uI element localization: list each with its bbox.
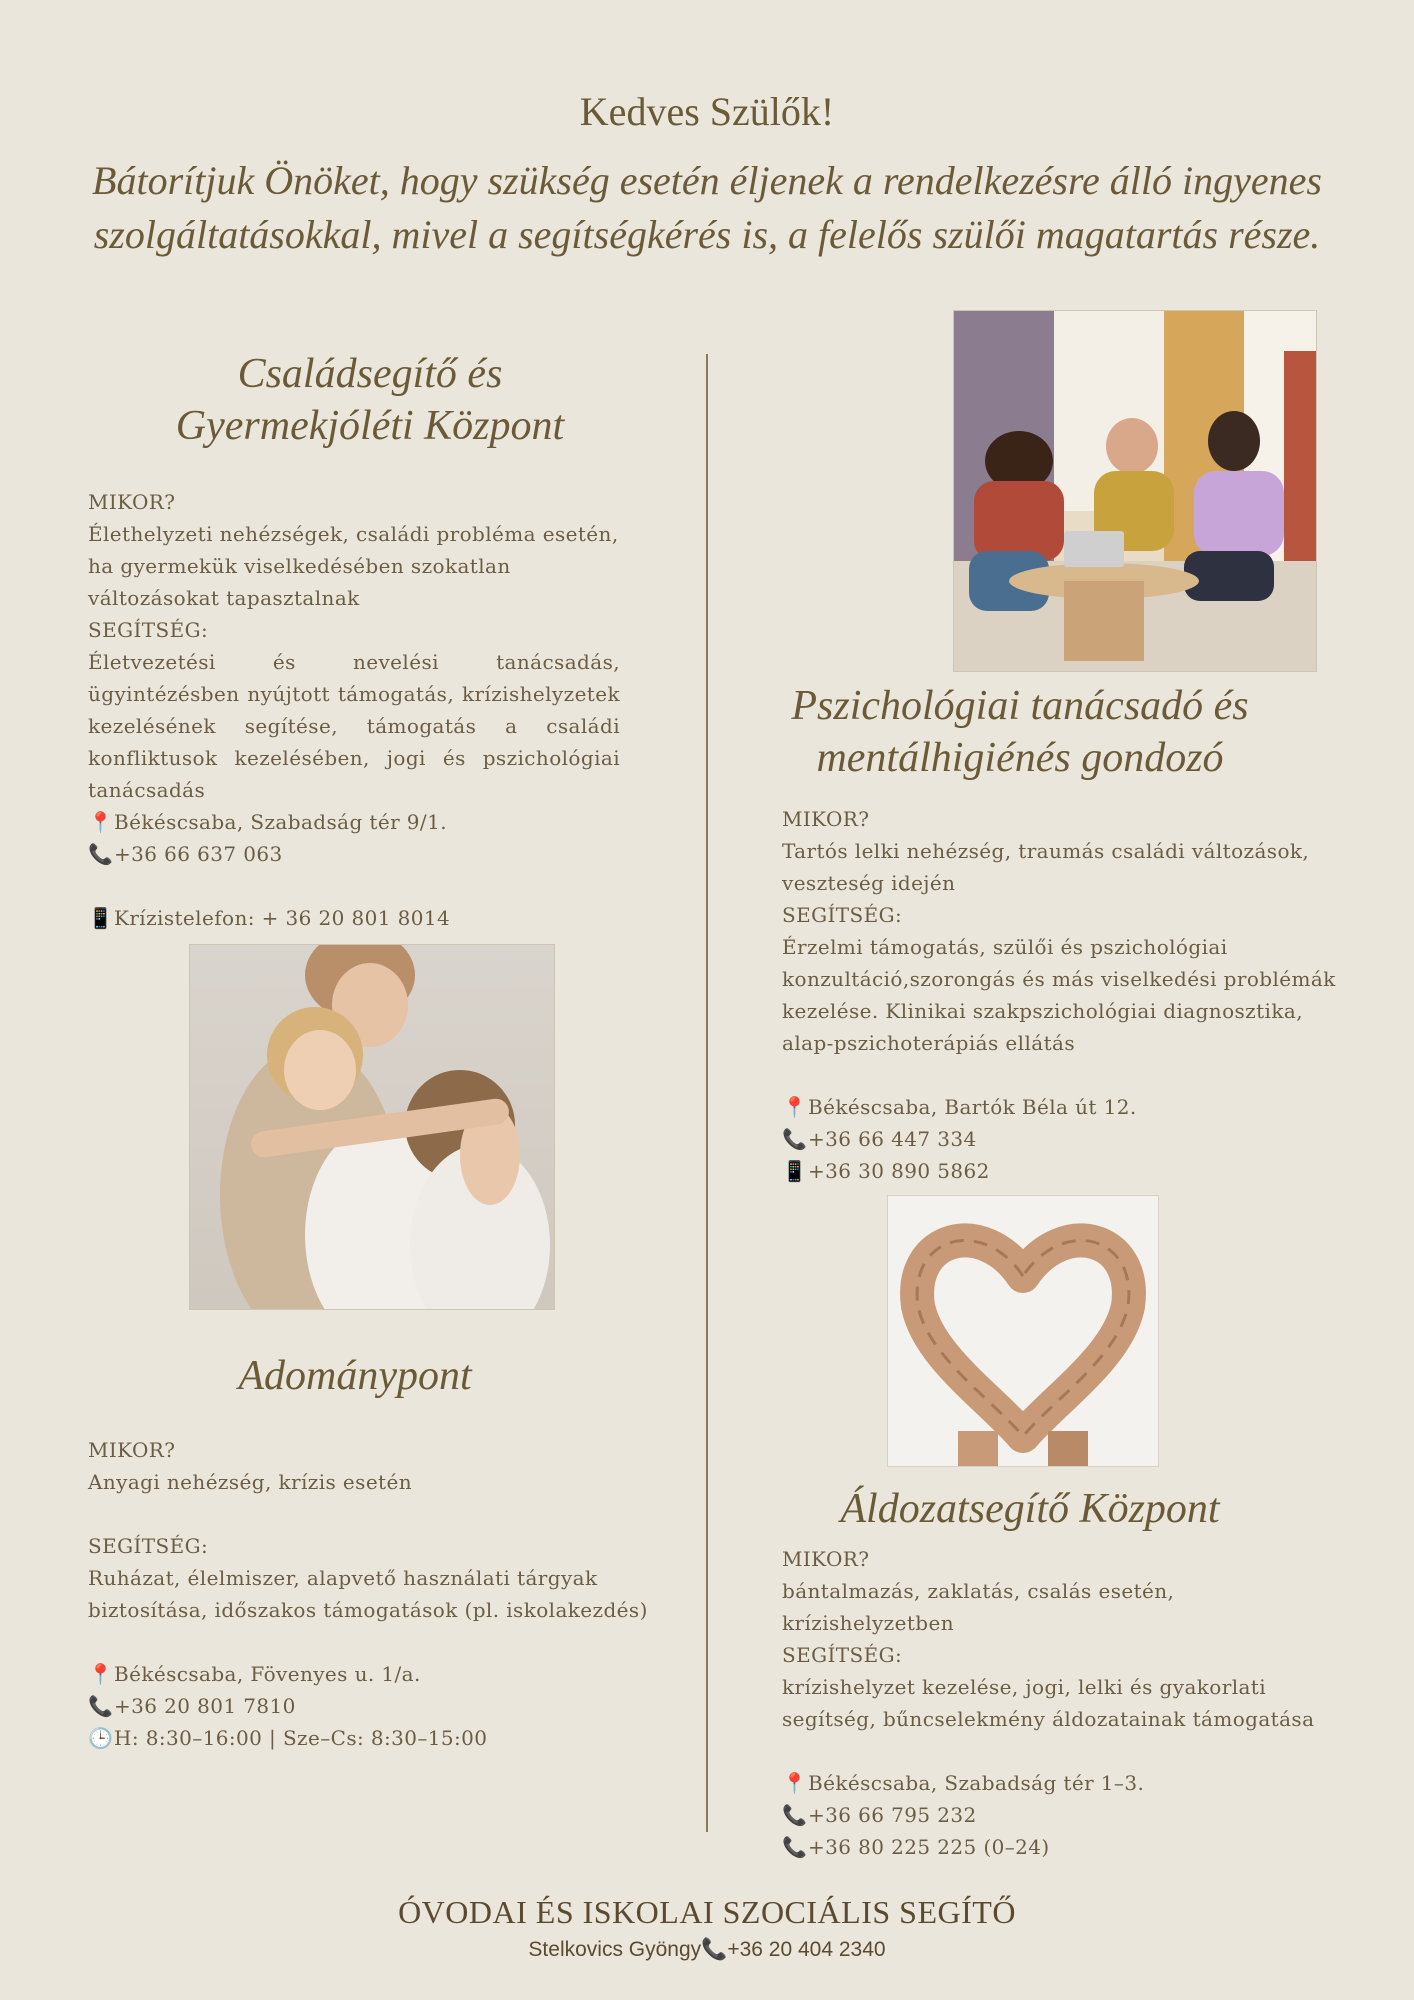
help-label: SEGÍTSÉG: xyxy=(782,1643,903,1667)
donation-point-title: Adománypont xyxy=(238,1353,472,1399)
address-line xyxy=(88,806,620,838)
psych-center-body xyxy=(782,803,1342,1187)
when-text: Élethelyzeti nehézségek, családi probléma esetén, ha gyermekük viselkedésében szokatlan változásokat tapasztalnak xyxy=(88,522,619,610)
when-label: MIKOR? xyxy=(782,1547,870,1571)
footer-contact xyxy=(0,1938,1414,1962)
phone[interactable]: +36 66 795 232 xyxy=(808,1803,977,1827)
address-line xyxy=(88,1658,688,1690)
victim-center-body xyxy=(782,1543,1342,1863)
clock-icon: 🕒 xyxy=(88,1726,114,1750)
address: Békéscsaba, Fövenyes u. 1/a. xyxy=(114,1662,421,1686)
footer-title: ÓVODAI ÉS ISKOLAI SZOCIÁLIS SEGÍTŐ xyxy=(398,1894,1016,1930)
address: Békéscsaba, Szabadság tér 1–3. xyxy=(808,1771,1145,1795)
mobile[interactable]: +36 30 890 5862 xyxy=(808,1159,990,1183)
phone[interactable]: +36 20 801 7810 xyxy=(114,1694,296,1718)
crisis-phone[interactable]: Krízistelefon: + 36 20 801 8014 xyxy=(114,906,451,930)
counseling-meeting-photo xyxy=(953,310,1317,672)
phone2[interactable]: +36 80 225 225 (0–24) xyxy=(808,1835,1050,1859)
map-pin-icon: 📍 xyxy=(88,810,114,834)
family-hug-photo xyxy=(189,944,555,1310)
page-title: Kedves Szülők! xyxy=(579,89,835,134)
map-pin-icon: 📍 xyxy=(782,1095,808,1119)
mobile-phone-icon: 📱 xyxy=(782,1159,808,1183)
mobile-line xyxy=(782,1155,1342,1187)
footer-name: Stelkovics Gyöngy xyxy=(528,1938,702,1961)
help-text: krízishelyzet kezelése, jogi, lelki és gyakorlati segítség, bűncselekmény áldozatainak támogatása xyxy=(782,1675,1315,1731)
when-label: MIKOR? xyxy=(782,807,870,831)
phone-icon: 📞 xyxy=(782,1835,808,1859)
phone-icon: 📞 xyxy=(782,1803,808,1827)
phone-icon: 📞 xyxy=(701,1938,728,1961)
map-pin-icon: 📍 xyxy=(88,1662,114,1686)
family-center-body xyxy=(88,486,620,934)
help-text: Érzelmi támogatás, szülői és pszichológiai konzultáció,szorongás és más viselkedési problémák kezelése. Klinikai szakpszichológiai diagnosztika, alap-pszichoterápiás ellátás xyxy=(782,935,1336,1055)
phone[interactable]: +36 66 637 063 xyxy=(114,842,283,866)
phone-icon: 📞 xyxy=(782,1127,808,1151)
donation-point-body xyxy=(88,1434,688,1754)
when-label: MIKOR? xyxy=(88,490,176,514)
when-text: bántalmazás, zaklatás, csalás esetén, krízishelyzetben xyxy=(782,1579,1175,1635)
help-label: SEGÍTSÉG: xyxy=(88,618,209,642)
address-line xyxy=(782,1091,1342,1123)
help-label: SEGÍTSÉG: xyxy=(782,903,903,927)
help-text: Életvezetési és nevelési tanácsadás, ügyintézésben nyújtott támogatás, krízishelyzetek kezelésének segítése, támogatás a családi konfliktusok kezelésében, jogi és pszichológiai tanácsadás xyxy=(88,650,620,802)
map-pin-icon: 📍 xyxy=(782,1771,808,1795)
column-divider xyxy=(706,354,708,1832)
psych-center-title xyxy=(760,680,1280,784)
help-label: SEGÍTSÉG: xyxy=(88,1534,209,1558)
mobile-phone-icon: 📱 xyxy=(88,906,114,930)
phone-icon: 📞 xyxy=(88,842,114,866)
phone[interactable]: +36 66 447 334 xyxy=(808,1127,977,1151)
when-label: MIKOR? xyxy=(88,1438,176,1462)
family-center-title-line1: Családsegítő és xyxy=(237,351,503,397)
phone-icon: 📞 xyxy=(88,1694,114,1718)
address-line xyxy=(782,1767,1342,1799)
address: Békéscsaba, Szabadság tér 9/1. xyxy=(114,810,447,834)
heart-hands-photo xyxy=(887,1195,1159,1467)
hours-line xyxy=(88,1722,688,1754)
family-center-title-line2: Gyermekjóléti Központ xyxy=(175,403,565,449)
psych-center-title-line2: mentálhigiénés gondozó xyxy=(816,735,1224,781)
help-text: Ruházat, élelmiszer, alapvető használati tárgyak biztosítása, időszakos támogatások (pl. iskolakezdés) xyxy=(88,1566,648,1622)
victim-center-title: Áldozatsegítő Központ xyxy=(840,1486,1220,1532)
hours: H: 8:30–16:00 | Sze–Cs: 8:30–15:00 xyxy=(114,1726,488,1750)
psych-center-title-line1: Pszichológiai tanácsadó és xyxy=(791,683,1249,729)
phone-line xyxy=(88,1690,688,1722)
address: Békéscsaba, Bartók Béla út 12. xyxy=(808,1095,1137,1119)
phone-line xyxy=(782,1123,1342,1155)
phone-line xyxy=(88,838,620,870)
when-text: Anyagi nehézség, krízis esetén xyxy=(88,1470,413,1494)
crisis-line xyxy=(88,902,620,934)
intro-text: Bátorítjuk Önöket, hogy szükség esetén éljenek a rendelkezésre álló ingyenes szolgáltatásokkal, mivel a segítségkérés is, a felelős szülői magatartás része. xyxy=(92,158,1322,257)
phone-line xyxy=(782,1799,1342,1831)
family-center-title xyxy=(90,348,650,452)
when-text: Tartós lelki nehézség, traumás családi változások, veszteség idején xyxy=(782,839,1310,895)
footer-phone[interactable]: +36 20 404 2340 xyxy=(727,1938,886,1961)
phone2-line xyxy=(782,1831,1342,1863)
